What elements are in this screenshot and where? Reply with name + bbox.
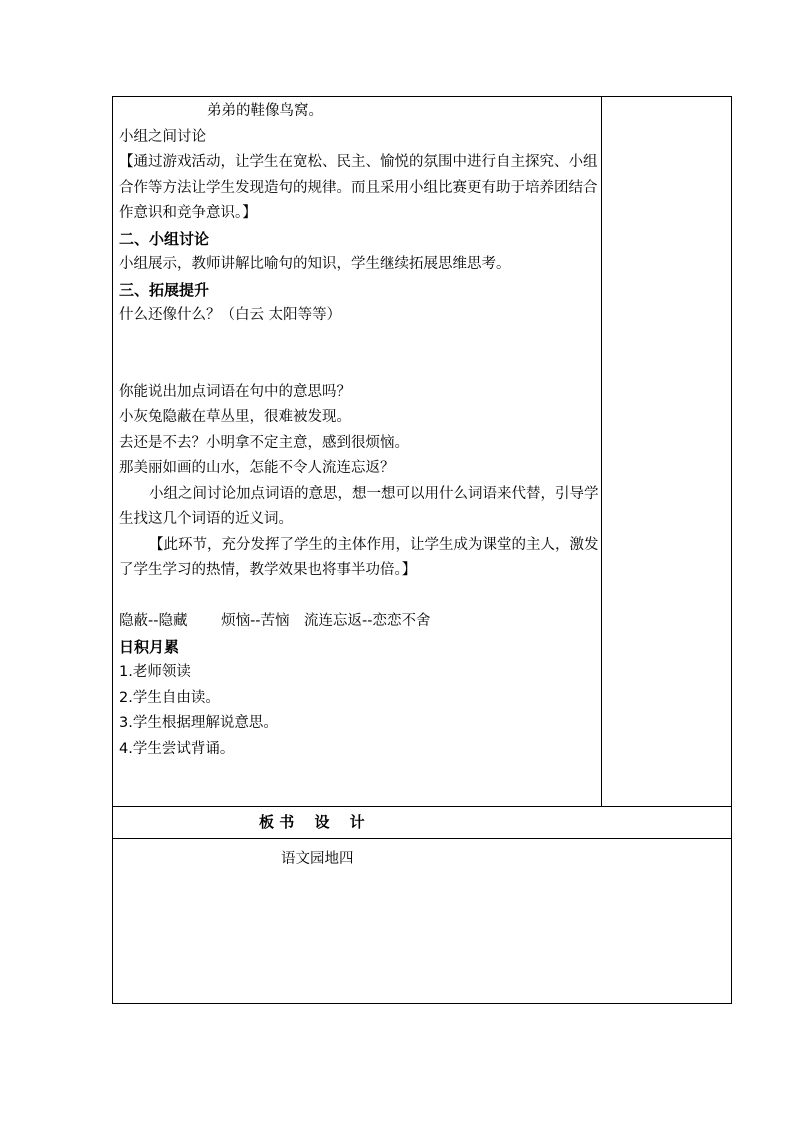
text-line: 那美丽如画的山水，怎能不令人流连忘返？ bbox=[119, 460, 395, 476]
text-line: 弟弟的鞋像鸟窝。 bbox=[207, 103, 323, 119]
text-line: 小组展示，教师讲解比喻句的知识，学生继续拓展思维思考。 bbox=[119, 256, 511, 272]
discussion-paragraph: 小组之间讨论加点词语的意思，想一想可以用什么词语来代替，引导学生找这几个词语的近义词。 bbox=[119, 485, 599, 527]
section-heading: 日积月累 bbox=[119, 637, 180, 656]
list-item: 3.学生根据理解说意思。 bbox=[119, 715, 278, 731]
list-item: 1.老师领读 bbox=[119, 664, 191, 680]
list-item: 2.学生自由读。 bbox=[119, 689, 220, 706]
text-line: 去还是不去？小明拿不定主意，感到很烦恼。 bbox=[119, 434, 409, 451]
text-line: 什么还像什么？（白云 太阳等等） bbox=[119, 307, 342, 323]
text-line: 你能说出加点词语在句中的意思吗？ bbox=[119, 383, 351, 400]
text-line: 小灰兔隐蔽在草丛里，很难被发现。 bbox=[119, 409, 351, 425]
section-heading: 三、拓展提升 bbox=[119, 280, 210, 299]
text-line: 隐蔽--隐藏 烦恼--苦恼 流连忘返--恋恋不舍 bbox=[119, 613, 431, 629]
section-heading: 二、小组讨论 bbox=[119, 229, 210, 248]
column-divider bbox=[601, 97, 602, 806]
board-content: 语文园地四 bbox=[281, 851, 354, 867]
lesson-content bbox=[119, 99, 599, 762]
board-design-title: 板 书 设 计 bbox=[259, 813, 365, 831]
lesson-table bbox=[112, 96, 732, 1004]
text-line: 小组之间讨论 bbox=[119, 128, 206, 145]
note-paragraph: 【此环节，充分发挥了学生的主体作用，让学生成为课堂的主人，激发了学生学习的热情，教学效果也将事半功倍。】 bbox=[119, 536, 599, 578]
row-divider-2 bbox=[113, 838, 731, 839]
list-item: 4.学生尝试背诵。 bbox=[119, 740, 235, 757]
row-divider-1 bbox=[113, 806, 731, 807]
note-paragraph: 【通过游戏活动，让学生在宽松、民主、愉悦的氛围中进行自主探究、小组合作等方法让学生发现造句的规律。而且采用小组比赛更有助于培养团结合作意识和竞争意识。】 bbox=[119, 154, 598, 221]
